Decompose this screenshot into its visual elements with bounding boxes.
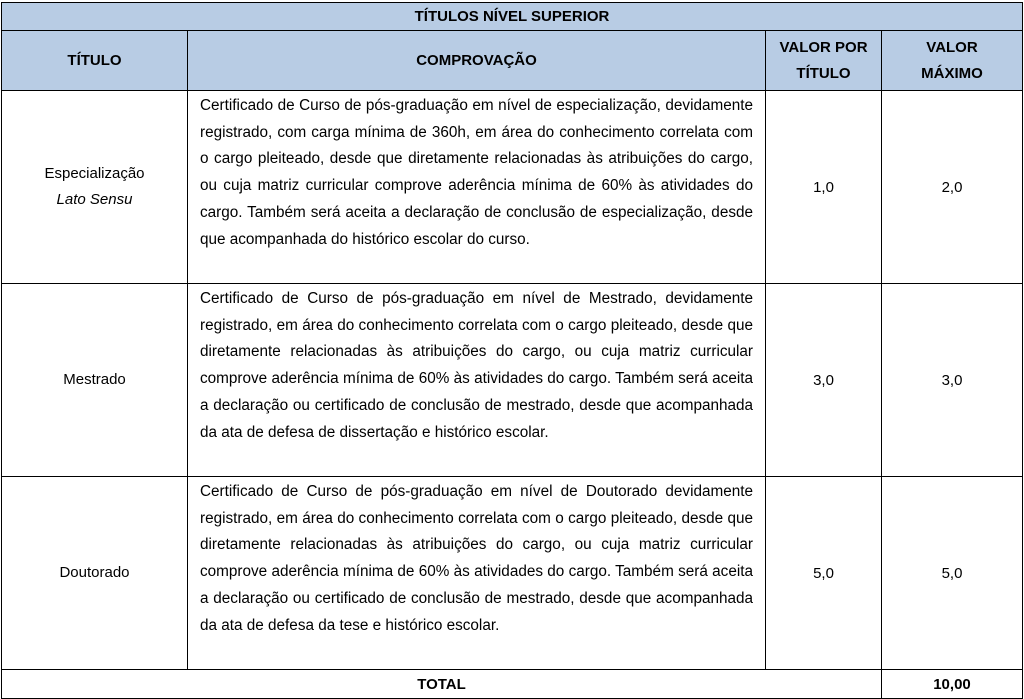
table-title-row [2, 3, 1023, 31]
total-label: TOTAL [2, 670, 882, 699]
row-comprovacao: Certificado de Curso de pós-graduação em nível de Doutorado devidamente registrado, em área do conhecimento correlata com o cargo pleiteado, desde que diretamente relacionadas às atribuições do cargo, ou cuja matriz curricular comprove aderência mínima de 60% às atividades do cargo. Também será aceita a declaração ou certificado de conclusão de mestrado, desde que acompanhada da ata de defesa da tese e histórico escolar. [188, 477, 766, 670]
row-valor-maximo: 3,0 [882, 284, 1023, 477]
titles-table [1, 2, 1023, 699]
table-row [2, 91, 1023, 284]
row-valor-por-titulo: 1,0 [766, 91, 882, 284]
row-title: Doutorado [59, 564, 130, 581]
row-valor-por-titulo: 3,0 [766, 284, 882, 477]
row-comprovacao: Certificado de Curso de pós-graduação em nível de especialização, devidamente registrado, com carga mínima de 360h, em área do conhecimento correlata com o cargo pleiteado, desde que diretamente relacionadas às atribuições do cargo, ou cuja matriz curricular comprove aderência mínima de 60% às atividades do cargo. Também será aceita a declaração de conclusão de especialização, desde que acompanhada do histórico escolar do curso. [188, 91, 766, 284]
row-comprovacao: Certificado de Curso de pós-graduação em nível de Mestrado, devidamente registrado, em área do conhecimento correlata com o cargo pleiteado, desde que diretamente relacionadas às atribuições do cargo, ou cuja matriz curricular comprove aderência mínima de 60% às atividades do cargo. Também será aceita a declaração ou certificado de conclusão de mestrado, desde que acompanhada da ata de defesa de dissertação e histórico escolar. [188, 284, 766, 477]
column-header-valor-por-titulo-text: VALOR POR TÍTULO [779, 38, 868, 82]
row-valor-maximo: 2,0 [882, 91, 1023, 284]
table-header-row [2, 31, 1023, 91]
row-title: Especialização [44, 165, 145, 182]
column-header-valor-maximo-text: VALOR MÁXIMO [921, 38, 983, 82]
column-header-titulo: TÍTULO [2, 31, 188, 91]
row-valor-maximo: 5,0 [882, 477, 1023, 670]
row-title-cell [2, 477, 188, 670]
column-header-valor-por-titulo [766, 31, 882, 91]
table-total-row [2, 670, 1023, 699]
table-row [2, 284, 1023, 477]
total-value: 10,00 [882, 670, 1023, 699]
row-valor-por-titulo: 5,0 [766, 477, 882, 670]
row-title-italic: Lato Sensu [56, 191, 133, 208]
column-header-comprovacao: COMPROVAÇÃO [188, 31, 766, 91]
row-title-cell [2, 284, 188, 477]
table-title: TÍTULOS NÍVEL SUPERIOR [2, 3, 1023, 31]
table-row [2, 477, 1023, 670]
row-title-cell [2, 91, 188, 284]
row-title: Mestrado [63, 371, 126, 388]
column-header-valor-maximo [882, 31, 1023, 91]
